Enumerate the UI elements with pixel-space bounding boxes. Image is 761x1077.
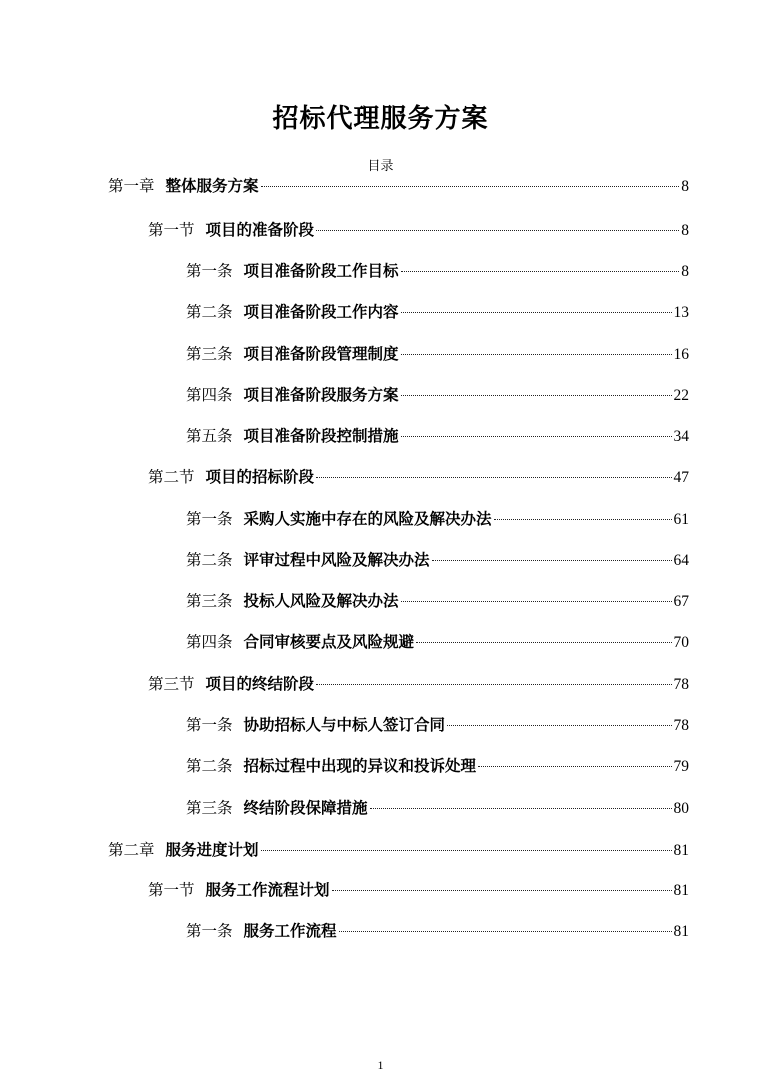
toc-entry[interactable]	[186, 715, 689, 736]
toc-entry[interactable]	[108, 840, 689, 861]
toc-entry-title: 项目准备阶段控制措施	[243, 426, 399, 445]
toc-entry-title: 采购人实施中存在的风险及解决办法	[243, 509, 492, 528]
toc-entry-label: 第三条	[186, 592, 233, 610]
toc-leader-dots	[401, 271, 680, 272]
toc-entry-title: 服务进度计划	[165, 840, 259, 859]
toc-entry-label: 第二条	[186, 757, 233, 775]
toc-entry-label: 第一条	[186, 922, 233, 940]
toc-entry-title: 项目准备阶段服务方案	[243, 385, 399, 404]
toc-leader-dots	[261, 186, 680, 187]
page-number: 1	[377, 1058, 384, 1072]
toc-entry-page: 34	[673, 428, 689, 445]
toc-leader-dots	[401, 312, 672, 313]
toc-entry-label: 第五条	[186, 427, 233, 445]
toc-heading: 目录	[367, 159, 394, 174]
toc-entry-page: 22	[673, 387, 689, 404]
toc-entry-label: 第一节	[148, 221, 195, 239]
toc-leader-dots	[432, 560, 672, 561]
toc-entry-title: 终结阶段保障措施	[243, 798, 368, 817]
toc-entry[interactable]	[186, 302, 689, 323]
toc-leader-dots	[494, 519, 672, 520]
toc-leader-dots	[316, 684, 671, 685]
toc-entry-label: 第二章	[108, 841, 155, 859]
toc-entry-label: 第二条	[186, 303, 233, 321]
toc-leader-dots	[316, 477, 671, 478]
toc-entry-title: 招标过程中出现的异议和投诉处理	[243, 756, 477, 775]
toc-leader-dots	[447, 725, 671, 726]
toc-entry[interactable]	[186, 591, 689, 612]
toc-entry[interactable]	[186, 550, 689, 571]
toc-entry-label: 第一节	[148, 881, 195, 899]
toc-entry-page: 78	[673, 676, 689, 693]
toc-leader-dots	[416, 642, 671, 643]
toc-leader-dots	[401, 354, 672, 355]
toc-leader-dots	[316, 230, 679, 231]
toc-entry-page: 67	[673, 593, 689, 610]
toc-entry-page: 80	[673, 800, 689, 817]
toc-entry-label: 第一条	[186, 262, 233, 280]
toc-entry-page: 78	[673, 717, 689, 734]
toc-entry[interactable]	[148, 220, 689, 241]
toc-entry-title: 整体服务方案	[165, 176, 259, 195]
toc-entry-title: 评审过程中风险及解决办法	[243, 550, 430, 569]
toc-entry-page: 13	[673, 304, 689, 321]
toc-leader-dots	[401, 601, 672, 602]
toc-entry[interactable]	[186, 344, 689, 365]
toc-entry[interactable]	[108, 176, 689, 197]
toc-entry-title: 协助招标人与中标人签订合同	[243, 715, 446, 734]
toc-entry[interactable]	[148, 880, 689, 901]
toc-entry-label: 第三条	[186, 345, 233, 363]
toc-entry-page: 47	[673, 469, 689, 486]
document-title: 招标代理服务方案	[272, 104, 489, 134]
toc-entry-page: 8	[681, 263, 689, 280]
toc-entry[interactable]	[186, 385, 689, 406]
toc-leader-dots	[332, 890, 672, 891]
toc-leader-dots	[370, 808, 672, 809]
toc-entry-page: 8	[681, 178, 689, 195]
toc-entry[interactable]	[186, 921, 689, 942]
toc-entry-page: 70	[673, 634, 689, 651]
toc-entry-title: 项目准备阶段工作内容	[243, 302, 399, 321]
toc-entry-label: 第四条	[186, 633, 233, 651]
toc-entry-title: 服务工作流程	[243, 921, 337, 940]
toc-entry[interactable]	[186, 509, 689, 530]
toc-entry-page: 8	[681, 222, 689, 239]
toc-entry[interactable]	[148, 674, 689, 695]
toc-entry-title: 服务工作流程计划	[205, 880, 330, 899]
toc-entry-title: 项目的招标阶段	[205, 467, 315, 486]
toc-entry-label: 第三条	[186, 799, 233, 817]
toc-entry-page: 64	[673, 552, 689, 569]
toc-entry-title: 项目准备阶段管理制度	[243, 344, 399, 363]
toc-entry-page: 79	[673, 758, 689, 775]
toc-entry[interactable]	[186, 798, 689, 819]
toc-entry-page: 81	[673, 882, 689, 899]
toc-entry-title: 合同审核要点及风险规避	[243, 632, 415, 651]
toc-entry-label: 第一条	[186, 510, 233, 528]
toc-entry-page: 16	[673, 346, 689, 363]
toc-leader-dots	[261, 850, 672, 851]
toc-entry[interactable]	[186, 261, 689, 282]
toc-entry-page: 81	[673, 923, 689, 940]
toc-entry-label: 第一章	[108, 177, 155, 195]
toc-leader-dots	[339, 931, 672, 932]
toc-entry-label: 第三节	[148, 675, 195, 693]
toc-entry-label: 第一条	[186, 716, 233, 734]
toc-entry-label: 第四条	[186, 386, 233, 404]
toc-entry-title: 项目准备阶段工作目标	[243, 261, 399, 280]
toc-leader-dots	[401, 436, 672, 437]
toc-entry-page: 61	[673, 511, 689, 528]
toc-entry[interactable]	[186, 426, 689, 447]
toc-entry-page: 81	[673, 842, 689, 859]
toc-entry-title: 项目的准备阶段	[205, 220, 315, 239]
toc-entry-label: 第二条	[186, 551, 233, 569]
toc-entry[interactable]	[148, 467, 689, 488]
toc-entry[interactable]	[186, 756, 689, 777]
toc-entry[interactable]	[186, 632, 689, 653]
toc-leader-dots	[401, 395, 672, 396]
toc-entry-title: 投标人风险及解决办法	[243, 591, 399, 610]
toc-leader-dots	[478, 766, 671, 767]
toc-entry-title: 项目的终结阶段	[205, 674, 315, 693]
toc-entry-label: 第二节	[148, 468, 195, 486]
